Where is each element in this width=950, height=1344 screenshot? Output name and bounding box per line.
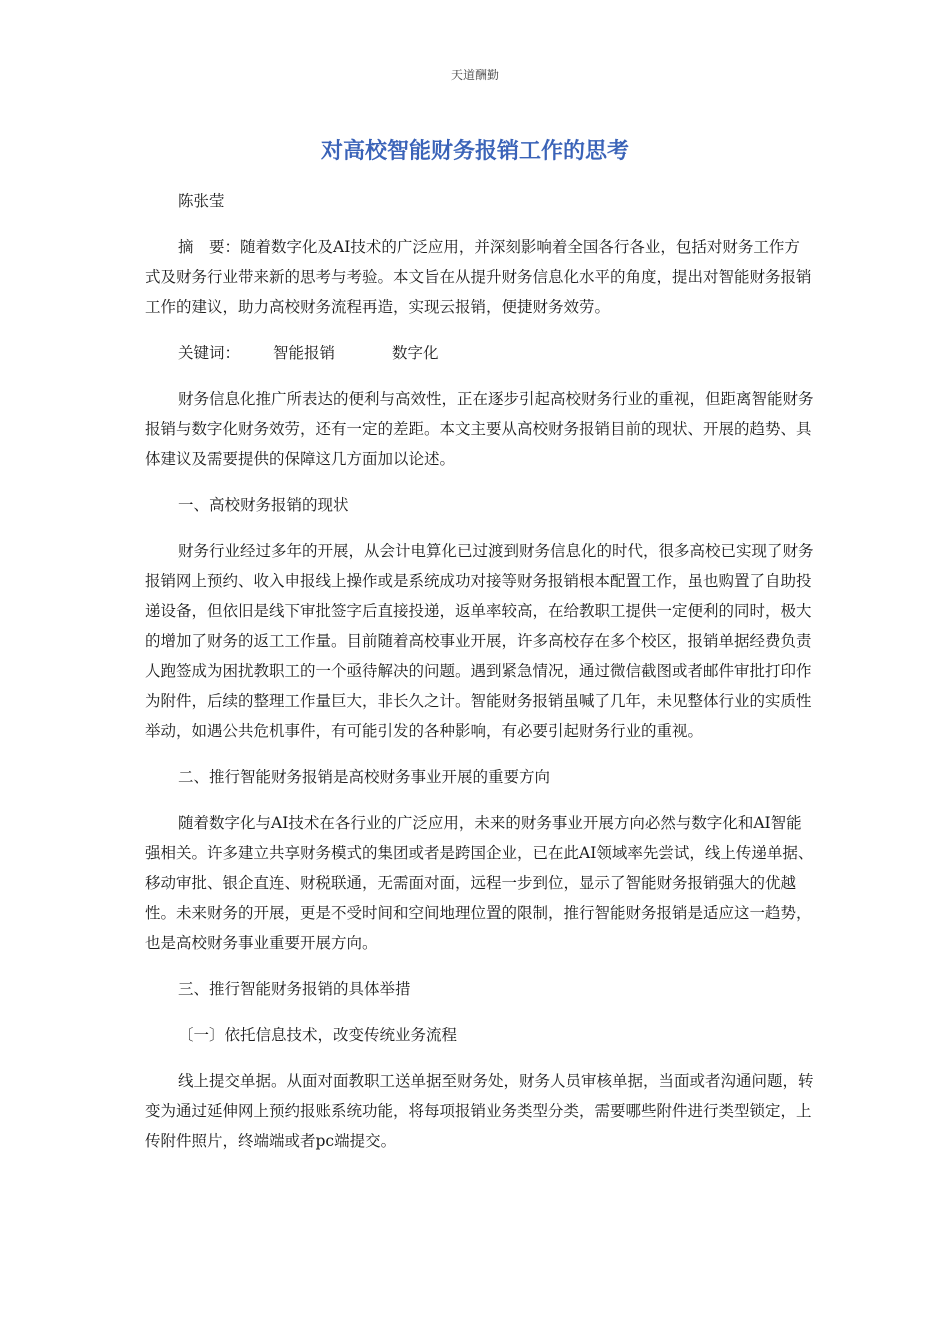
document-body	[145, 186, 815, 1156]
abstract: 摘 要：随着数字化及AI技术的广泛应用，并深刻影响着全国各行各业，包括对财务工作方式及财务行业带来新的思考与考验。本文旨在从提升财务信息化水平的角度，提出对智能财务报销工作的建议，助力高校财务流程再造，实现云报销，便捷财务效劳。	[145, 238, 812, 316]
keywords	[145, 338, 815, 368]
author: 陈张莹	[178, 192, 225, 210]
paragraph: 财务行业经过多年的开展，从会计电算化已过渡到财务信息化的时代，很多高校已实现了财务报销网上预约、收入申报线上操作或是系统成功对接等财务报销根本配置工作，虽也购置了自助投递设备，但依旧是线下审批签字后直接投递，返单率较高，在给教职工提供一定便利的同时，极大的增加了财务的返工工作量。目前随着高校事业开展，许多高校存在多个校区，报销单据经费负责人跑签成为困扰教职工的一个亟待解决的问题。遇到紧急情况，通过微信截图或者邮件审批打印作为附件，后续的整理工作量巨大，非长久之计。智能财务报销虽喊了几年，未见整体行业的实质性举动，如遇公共危机事件，有可能引发的各种影响，有必要引起财务行业的重视。	[145, 542, 814, 740]
keywords-label: 关键词：	[178, 344, 241, 362]
section-heading: 二、推行智能财务报销是高校财务事业开展的重要方向	[178, 768, 551, 786]
section-heading: 一、高校财务报销的现状	[178, 496, 349, 514]
document-title: 对高校智能财务报销工作的思考	[320, 139, 629, 164]
paragraph: 财务信息化推广所表达的便利与高效性，正在逐步引起高校财务行业的重视，但距离智能财务报销与数字化财务效劳，还有一定的差距。本文主要从高校财务报销目前的现状、开展的趋势、具体建议及需要提供的保障这几方面加以论述。	[145, 390, 814, 468]
subsection-heading: 〔一〕依托信息技术，改变传统业务流程	[178, 1026, 458, 1044]
keyword: 数字化	[392, 344, 439, 362]
page-header: 天道酬勤	[450, 68, 499, 82]
section-heading: 三、推行智能财务报销的具体举措	[178, 980, 411, 998]
paragraph: 随着数字化与AI技术在各行业的广泛应用，未来的财务事业开展方向必然与数字化和AI智能强相关。许多建立共享财务模式的集团或者是跨国企业，已在此AI领域率先尝试，线上传递单据、移动审批、银企直连、财税联通，无需面对面，远程一步到位，显示了智能财务报销强大的优越性。未来财务的开展，更是不受时间和空间地理位置的限制，推行智能财务报销是适应这一趋势，也是高校财务事业重要开展方向。	[145, 814, 814, 952]
paragraph: 线上提交单据。从面对面教职工送单据至财务处，财务人员审核单据，当面或者沟通问题，转变为通过延伸网上预约报账系统功能，将每项报销业务类型分类，需要哪些附件进行类型锁定，上传附件照片，终端端或者pc端提交。	[145, 1072, 814, 1150]
keyword: 智能报销	[273, 344, 336, 362]
